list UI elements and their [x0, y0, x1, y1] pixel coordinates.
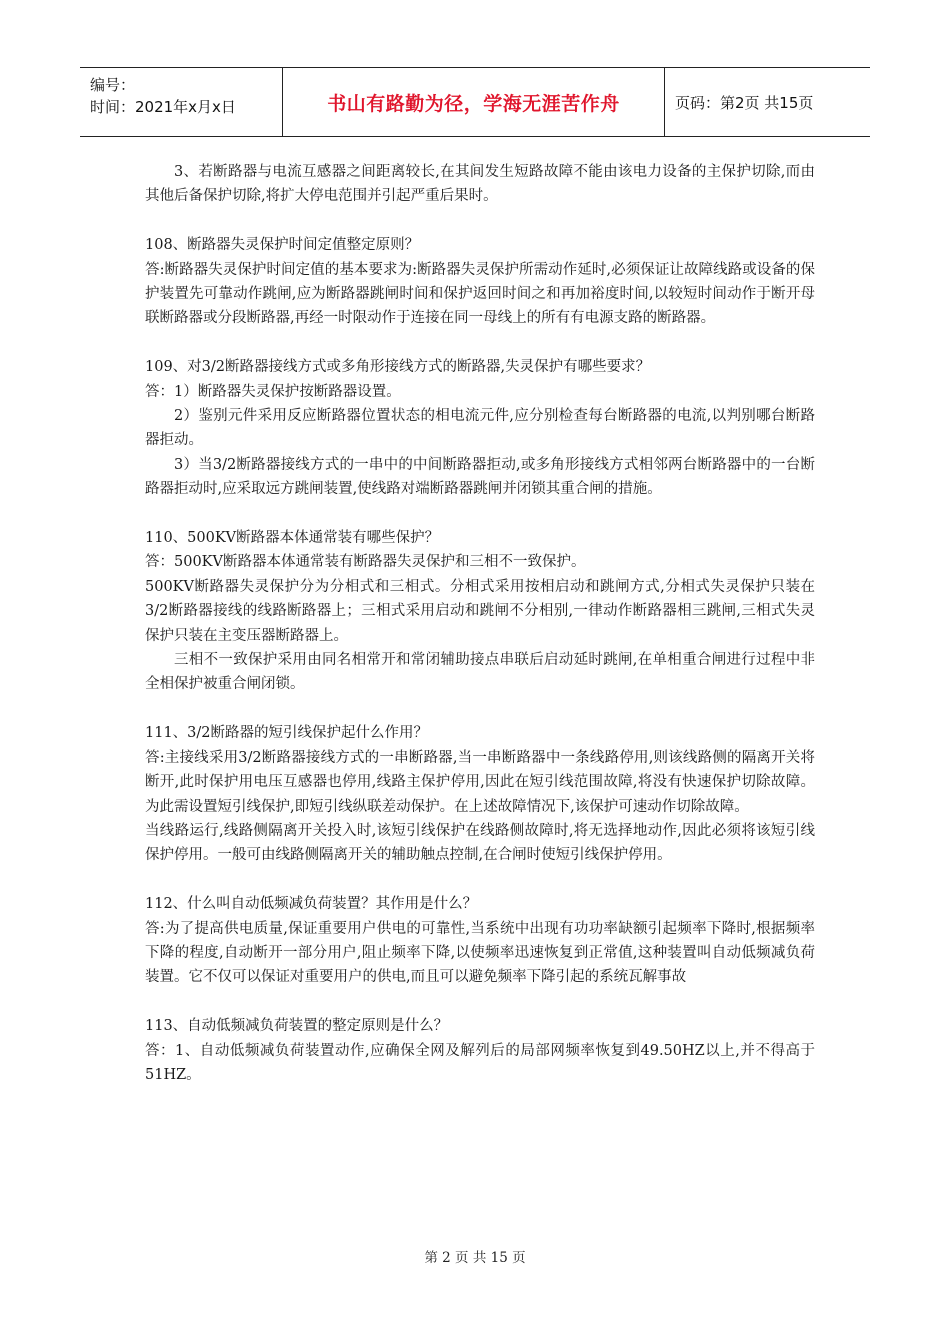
answer-110-part-3: 三相不一致保护采用由同名相常开和常闭辅助接点串联后启动延时跳闸,在单相重合闸进行过程中非全相保护被重合闸闭锁。: [145, 652, 815, 693]
answer-110-part-2: 500KV断路器失灵保护分为分相式和三相式。分相式采用按相启动和跳闸方式,分相式失灵保护只装在3/2断路器接线的线路断路器上；三相式采用启动和跳闸不分相别,一律动作断路器相三跳闸,三相式失灵保护只装在主变压器断路器上。: [145, 578, 815, 644]
page-footer: 第 2 页 共 15 页: [424, 1250, 526, 1266]
answer-111-part-2: 当线路运行,线路侧隔离开关投入时,该短引线保护在线路侧故障时,将无选择地动作,因此必须将该短引线保护停用。一般可由线路侧隔离开关的辅助触点控制,在合闸时使短引线保护停用。: [145, 822, 815, 864]
question-110: 110、500KV断路器本体通常装有哪些保护？: [145, 530, 440, 547]
header-table: [80, 67, 870, 137]
paragraph: 3、若断路器与电流互感器之间距离较长,在其间发生短路故障不能由该电力设备的主保护切除,而由其他后备保护切除,将扩大停电范围并引起严重后果时。: [145, 164, 815, 205]
header-motto: 书山有路勤为径，学海无涯苦作舟: [327, 92, 620, 115]
answer-112: 答:为了提高供电质量,保证重要用户供电的可靠性,当系统中出现有功功率缺额引起频率下降时,根据频率下降的程度,自动断开一部分用户,阻止频率下降,以使频率迅速恢复到正常值,这种装置叫自动低频减负荷装置。它不仅可以保证对重要用户的供电,而且可以避免频率下降引起的系统瓦解事故: [145, 920, 815, 986]
answer-110-part-1: 答：500KV断路器本体通常装有断路器失灵保护和三相不一致保护。: [145, 554, 586, 571]
question-112: 112、什么叫自动低频减负荷装置？其作用是什么？: [145, 896, 478, 913]
document-code-label: 编号：: [90, 76, 136, 94]
answer-108: 答:断路器失灵保护时间定值的基本要求为:断路器失灵保护所需动作延时,必须保证让故障线路或设备的保护装置先可靠动作跳闸,应为断路器跳闸时间和保护返回时间之和再加裕度时间,以较短时间动作于断开母联断路器或分段断路器,再经一时限动作于连接在同一母线上的所有有电源支路的断路器。: [145, 261, 815, 327]
document-date-label: 时间：2021年x月x日: [90, 98, 236, 116]
header-motto-cell: [283, 68, 665, 136]
answer-109-item-2: 2）鉴别元件采用反应断路器位置状态的相电流元件,应分别检查每台断路器的电流,以判别哪台断路器拒动。: [145, 408, 815, 449]
document-body: [145, 160, 815, 1087]
question-109: 109、对3/2断路器接线方式或多角形接线方式的断路器,失灵保护有哪些要求？: [145, 359, 651, 376]
answer-113-item-1: 答：1、自动低频减负荷装置动作,应确保全网及解列后的局部网频率恢复到49.50HZ以上,并不得高于51HZ。: [145, 1042, 815, 1083]
question-111: 111、3/2断路器的短引线保护起什么作用？: [145, 725, 429, 742]
answer-109-item-3: 3）当3/2断路器接线方式的一串中的中间断路器拒动,或多角形接线方式相邻两台断路器中的一台断路器拒动时,应采取远方跳闸装置,使线路对端断路器跳闸并闭锁其重合闸的措施。: [145, 456, 815, 498]
question-108: 108、断路器失灵保护时间定值整定原则？: [145, 237, 420, 254]
question-113: 113、自动低频减负荷装置的整定原则是什么？: [145, 1018, 449, 1035]
answer-111-part-1: 答:主接线采用3/2断路器接线方式的一串断路器,当一串断路器中一条线路停用,则该线路侧的隔离开关将断开,此时保护用电压互感器也停用,线路主保护停用,因此在短引线范围故障,将没有快速保护切除故障。为此需设置短引线保护,即短引线纵联差动保护。在上述故障情况下,该保护可速动作切除故障。: [145, 749, 815, 815]
header-info-cell: [80, 68, 283, 136]
header-page-cell: [665, 68, 870, 136]
answer-109-item-1: 答：1）断路器失灵保护按断路器设置。: [145, 383, 401, 400]
header-page-number: 页码：第2页 共15页: [675, 93, 814, 112]
